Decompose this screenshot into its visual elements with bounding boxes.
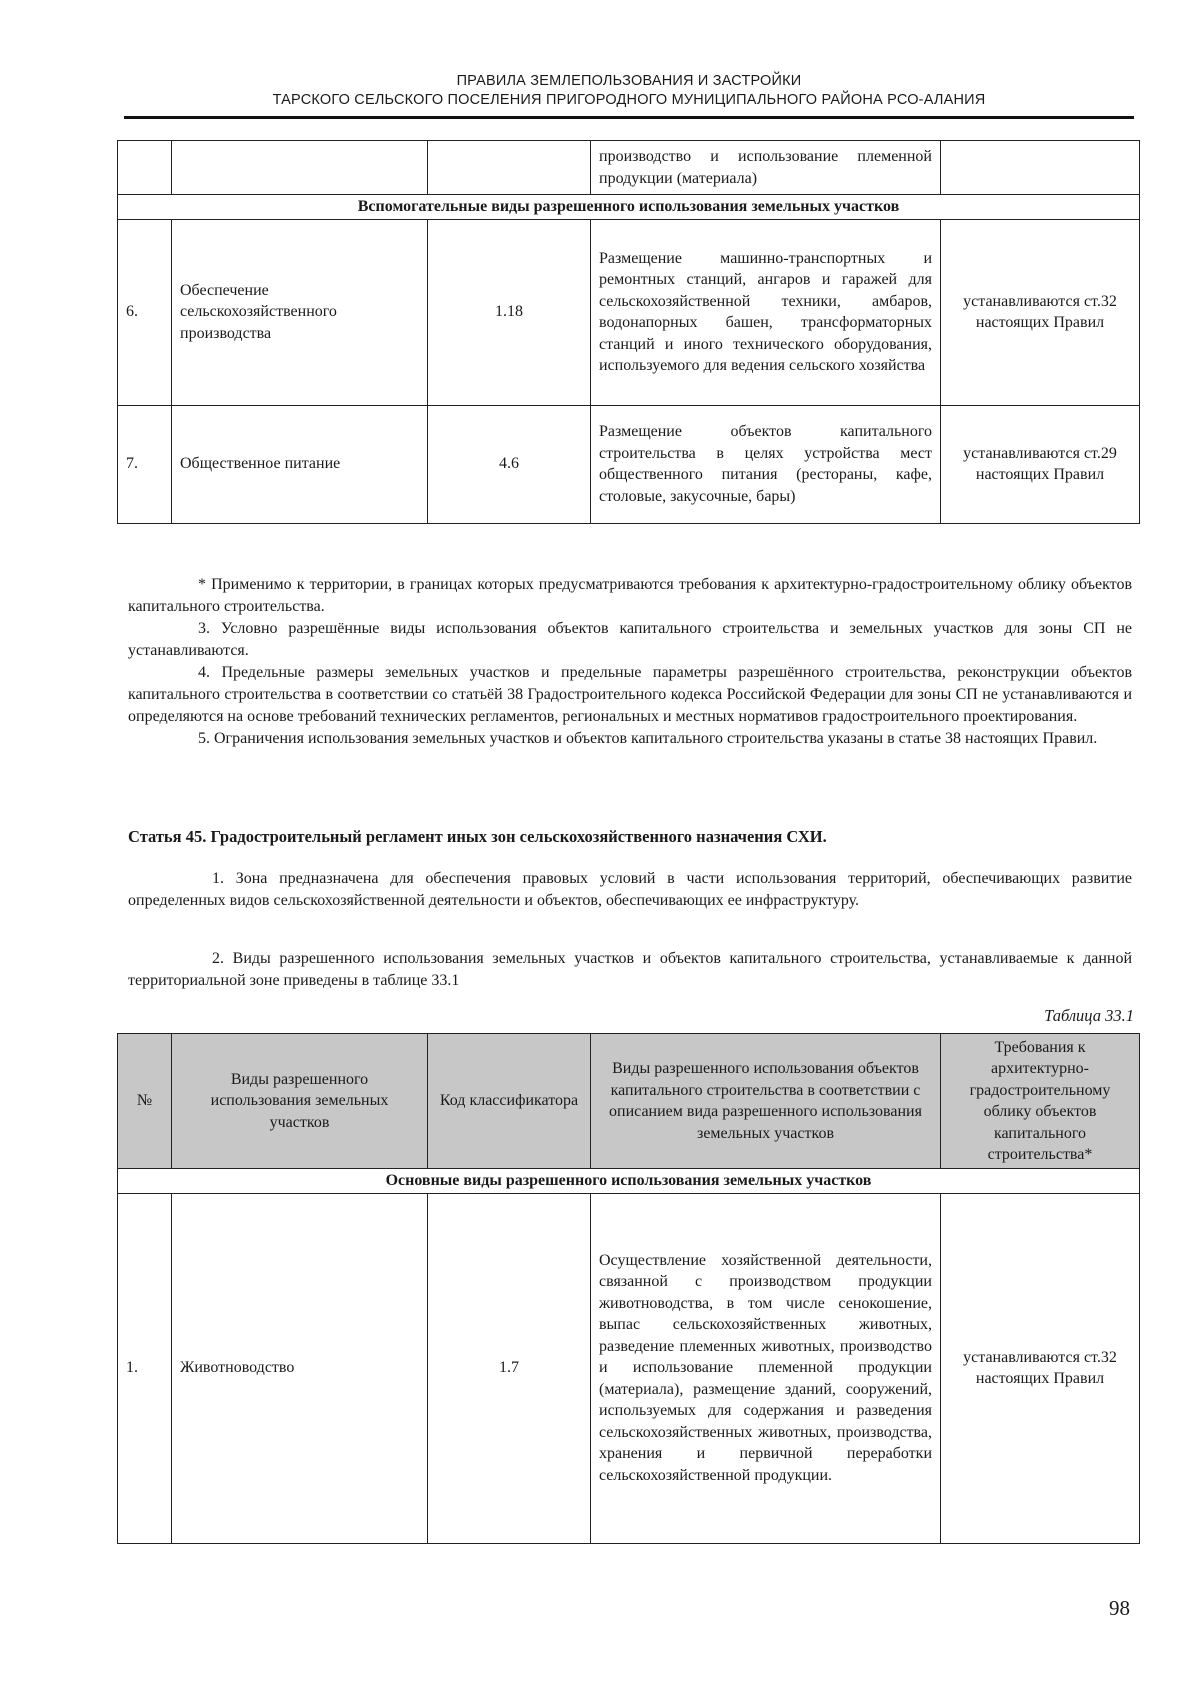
section-heading: Вспомогательные виды разрешенного использования земельных участков bbox=[118, 195, 1140, 220]
table-cell bbox=[118, 141, 172, 195]
classifier-code: 1.7 bbox=[428, 1193, 591, 1543]
note-paragraph: 3. Условно разрешённые виды использования объектов капитального строительства и земельных участков для зоны СП не устанавливаются. bbox=[128, 620, 1132, 659]
section-row bbox=[118, 1169, 1140, 1194]
table-header-row bbox=[118, 1034, 1140, 1169]
continuation-description: производство и использование племенной продукции (материала) bbox=[591, 141, 941, 195]
article-paragraph-2 bbox=[128, 948, 1132, 992]
zoning-table bbox=[117, 1033, 1140, 1544]
table-caption: Таблица 33.1 bbox=[1044, 1006, 1134, 1025]
table-cell bbox=[941, 141, 1140, 195]
article-paragraph-1 bbox=[128, 868, 1132, 912]
note-paragraph: 4. Предельные размеры земельных участков и предельные параметры разрешённого строительства, реконструкции объектов капитального строительства в соответствии со статьёй 38 Градостроительного кодекса Российской Федерации для зоны СП не устанавливаются и определяются на основе требований технических регламентов, региональных и местных нормативов градостроительного проектирования. bbox=[128, 664, 1132, 725]
table-row bbox=[118, 1193, 1140, 1543]
use-type-name: Животноводство bbox=[172, 1193, 428, 1543]
table-row bbox=[118, 219, 1140, 405]
header-requirements: Требования к архитектурно-градостроительному облику объектов капитального строительства* bbox=[941, 1034, 1140, 1169]
use-type-name: Общественное питание bbox=[172, 405, 428, 523]
use-description: Размещение машинно-транспортных и ремонтных станций, ангаров и гаражей для сельскохозяйственной техники, амбаров, водонапорных башен, трансформаторных станций и иного технического оборудования, используемого для ведения сельского хозяйства bbox=[591, 219, 941, 405]
table-cell bbox=[428, 141, 591, 195]
header-number: № bbox=[118, 1034, 172, 1169]
section-heading: Основные виды разрешенного использования земельных участков bbox=[118, 1169, 1140, 1194]
table-row bbox=[118, 405, 1140, 523]
page-header bbox=[124, 72, 1134, 110]
header-line-2: ТАРСКОГО СЕЛЬСКОГО ПОСЕЛЕНИЯ ПРИГОРОДНОГО МУНИЦИПАЛЬНОГО РАЙОНА РСО-АЛАНИЯ bbox=[272, 92, 986, 108]
continued-table bbox=[117, 140, 1140, 524]
row-number: 7. bbox=[118, 405, 172, 523]
notes-block bbox=[128, 574, 1132, 750]
requirements: устанавливаются ст.32 настоящих Правил bbox=[941, 1193, 1140, 1543]
use-type-name: Обеспечение сельскохозяйственного производства bbox=[172, 219, 428, 405]
paragraph-text: 1. Зона предназначена для обеспечения правовых условий в части использования территорий, обеспечивающих развитие определенных видов сельскохозяйственной деятельности и объектов, обеспечивающих ее инфраструктуру. bbox=[128, 870, 1132, 909]
requirements: устанавливаются ст.32 настоящих Правил bbox=[941, 219, 1140, 405]
row-number: 6. bbox=[118, 219, 172, 405]
header-code: Код классификатора bbox=[428, 1034, 591, 1169]
classifier-code: 4.6 bbox=[428, 405, 591, 523]
table-row bbox=[118, 141, 1140, 195]
header-line-1: ПРАВИЛА ЗЕМЛЕПОЛЬЗОВАНИЯ И ЗАСТРОЙКИ bbox=[456, 73, 802, 89]
note-paragraph: * Применимо к территории, в границах которых предусматриваются требования к архитектурно-градостроительному облику объектов капитального строительства. bbox=[128, 576, 1132, 615]
article-title: Статья 45. Градостроительный регламент иных зон сельскохозяйственного назначения СХИ. bbox=[128, 827, 827, 846]
use-description: Осуществление хозяйственной деятельности, связанной с производством продукции животноводства, в том числе сенокошение, выпас сельскохозяйственных животных, разведение племенных животных, производство и использование племенной продукции (материала), размещение зданий, сооружений, используемых для содержания и разведения сельскохозяйственных животных, производства, хранения и первичной переработки сельскохозяйственной продукции. bbox=[591, 1193, 941, 1543]
requirements: устанавливаются ст.29 настоящих Правил bbox=[941, 405, 1140, 523]
section-row bbox=[118, 195, 1140, 220]
note-paragraph: 5. Ограничения использования земельных участков и объектов капитального строительства указаны в статье 38 настоящих Правил. bbox=[198, 730, 1098, 747]
row-number: 1. bbox=[118, 1193, 172, 1543]
paragraph-text: 2. Виды разрешенного использования земельных участков и объектов капитального строительства, устанавливаемые к данной территориальной зоне приведены в таблице 33.1 bbox=[128, 950, 1132, 989]
table-cell bbox=[172, 141, 428, 195]
page-number: 98 bbox=[1109, 1596, 1130, 1620]
header-land-use: Виды разрешенного использования земельных участков bbox=[172, 1034, 428, 1169]
use-description: Размещение объектов капитального строительства в целях устройства мест общественного питания (рестораны, кафе, столовые, закусочные, бары) bbox=[591, 405, 941, 523]
classifier-code: 1.18 bbox=[428, 219, 591, 405]
header-rule bbox=[124, 116, 1134, 119]
header-construction-use: Виды разрешенного использования объектов капитального строительства в соответствии с описанием вида разрешенного использования земельных участков bbox=[591, 1034, 941, 1169]
